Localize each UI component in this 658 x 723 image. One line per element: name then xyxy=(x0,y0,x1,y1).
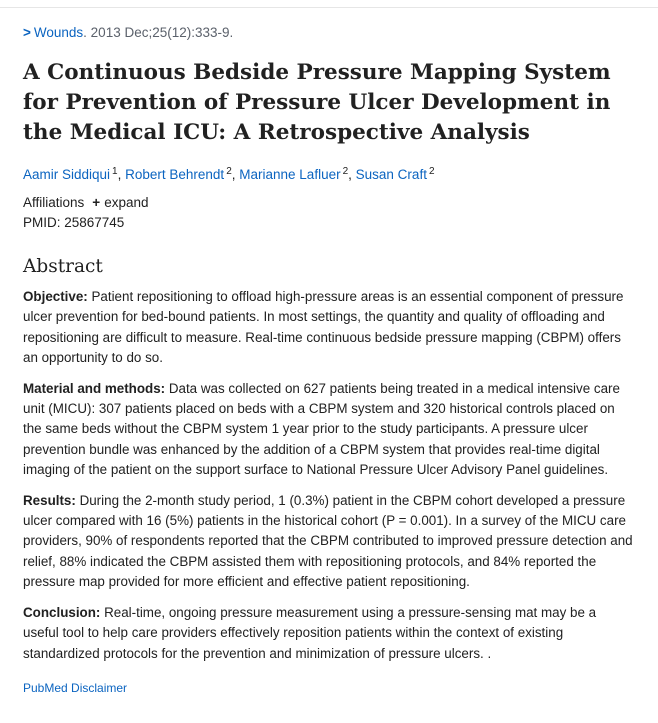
section-label: Objective: xyxy=(23,289,88,304)
top-divider xyxy=(0,7,658,8)
journal-link[interactable]: Wounds xyxy=(33,25,84,40)
affiliations-row xyxy=(23,193,635,213)
abstract-conclusion xyxy=(23,603,635,664)
author-link[interactable]: Robert Behrendt xyxy=(125,167,225,182)
pubmed-disclaimer-link[interactable]: PubMed Disclaimer xyxy=(23,680,128,695)
affiliation-ref[interactable]: 2 xyxy=(226,166,232,177)
section-label: Material and methods: xyxy=(23,380,166,396)
section-text: During the 2-month study period, 1 (0.3%) patient in the CBPM cohort developed a pressure ulcer compared with 16 (5%) patients in the historical cohort (P = 0.001). In a survey of the MICU care providers, 90% of respondents reported that the CBPM contributed to improved pressure detection and relief, 88% indicated the CBPM assisted them with repositioning protocols, and 84% reported the pressure map provided for more efficient and effective patient repositioning. xyxy=(23,492,633,590)
affiliation-ref[interactable]: 2 xyxy=(428,166,435,177)
section-label: Conclusion: xyxy=(23,604,101,620)
chevron-right-icon[interactable]: > xyxy=(23,25,31,40)
author-separator: , xyxy=(348,167,356,182)
abstract-heading: Abstract xyxy=(23,256,103,277)
abstract-methods xyxy=(23,379,635,481)
author-link[interactable]: Aamir Siddiqui xyxy=(23,167,111,182)
abstract-results xyxy=(23,491,635,593)
section-label: Results: xyxy=(23,492,76,508)
citation-text: . 2013 Dec;25(12):333-9. xyxy=(83,25,234,40)
affiliation-ref[interactable]: 1 xyxy=(112,166,118,177)
expand-plus-icon[interactable]: + xyxy=(92,195,101,210)
section-text: Patient repositioning to offload high-pressure areas is an essential component of pressure ulcer prevention for bed-bound patients. In most settings, the quantity and quality of offloading and repositioning are difficult to measure. Real-time continuous bedside pressure mapping (CBPM) offers an opportunity to do so. xyxy=(23,289,624,366)
affiliations-label: Affiliations xyxy=(23,195,85,210)
author-link[interactable]: Marianne Lafluer xyxy=(239,167,341,182)
author-separator: , xyxy=(117,167,126,182)
section-text: Data was collected on 627 patients being treated in a medical intensive care unit (MICU): 307 patients placed on beds with a CBPM system and 320 historical controls placed on the same beds without the CBPM system 1 year prior to the study participants. A pressure ulcer prevention bundle was enhanced by the addition of a CBPM system that provides real-time digital imaging of the patient on the support surface to National Pressure Ulcer Advisory Panel guidelines. xyxy=(23,380,620,478)
author-separator: , xyxy=(231,167,240,182)
author-link[interactable]: Susan Craft xyxy=(355,167,427,182)
disclaimer-row xyxy=(23,680,635,696)
article-page xyxy=(23,24,635,696)
section-text: Real-time, ongoing pressure measurement using a pressure-sensing mat may be a useful tool to help care providers effectively reposition patients within the context of existing standardized protocols for the prevention and minimization of pressure ulcers. . xyxy=(23,604,597,661)
article-title: A Continuous Bedside Pressure Mapping System for Prevention of Pressure Ulcer Development in the Medical ICU: A Retrospective Analysis xyxy=(23,60,611,145)
affiliation-ref[interactable]: 2 xyxy=(342,166,349,177)
expand-toggle[interactable]: expand xyxy=(104,195,149,210)
author-list xyxy=(23,166,635,184)
pmid: PMID: 25867745 xyxy=(23,215,125,230)
journal-citation xyxy=(23,24,635,42)
abstract-objective xyxy=(23,287,635,369)
